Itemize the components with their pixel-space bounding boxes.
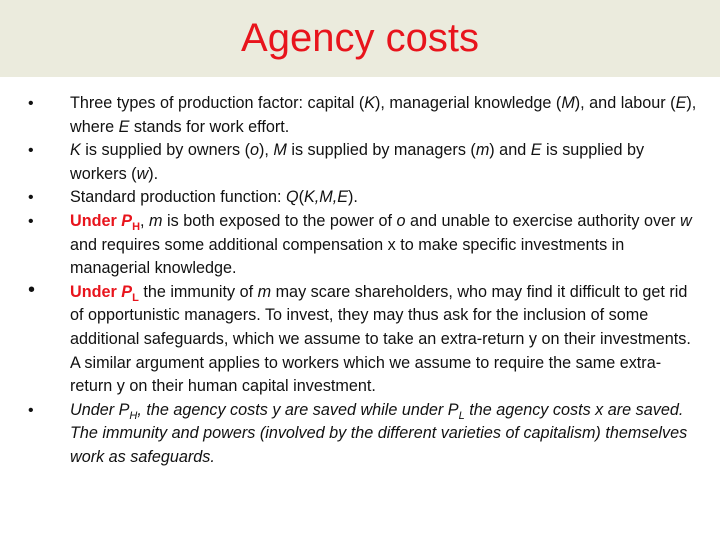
bullet-text-run: m (257, 282, 272, 301)
bullet-text-run: o (396, 211, 406, 230)
bullet-text-run: P (121, 211, 133, 230)
bullet-text-run: ), where (70, 94, 697, 136)
bullet-text-run: ( (298, 188, 304, 207)
bullet-text-run: E (118, 117, 130, 136)
bullet-text-run: and unable to exercise authority over (405, 211, 680, 230)
bullet-dot-icon: • (28, 401, 34, 419)
bullet-text-run: Standard production function: (70, 188, 286, 207)
bullet-dot-icon: • (28, 142, 34, 160)
bullet-text-run: ), (258, 141, 274, 160)
bullet-text-run: may scare shareholders, who may find it difficult to get rid of opportunistic managers. To invest, they may thus ask for the inclusion of some additional safeguards, which we assume to take an extra-return y on their investments. A similar argument applies to workers which we assume to require the same extra-return y on their human capital investment. (70, 282, 691, 396)
bullet-text-run: Under (70, 282, 122, 301)
bullet-text (70, 401, 687, 466)
bullet-text-run: Under P (70, 400, 130, 419)
bullet-text (70, 283, 691, 395)
bullet-text-run: w (679, 211, 692, 230)
bullet-text-run: L (132, 291, 139, 304)
bullet-dot-icon: • (28, 278, 36, 301)
bullet-text-run: is supplied by managers ( (286, 141, 476, 160)
bullet-text-run: stands for work effort. (129, 117, 290, 136)
bullet-text (70, 141, 644, 183)
bullet-text-run: K (70, 141, 81, 160)
bullet-text-run: Three types of production factor: capital ( (70, 94, 365, 112)
bullet-text-run: ), and labour ( (574, 94, 676, 112)
bullet-item (0, 186, 720, 210)
bullet-dot-icon: • (28, 189, 34, 207)
bullet-text (70, 94, 696, 136)
bullet-item (0, 399, 720, 470)
bullet-item (0, 278, 720, 399)
bullet-text-run: E (530, 141, 542, 160)
bullet-item (0, 139, 720, 186)
bullet-text-run: M (561, 94, 575, 112)
bullet-text-run: ). (148, 164, 159, 183)
bullet-text-run: and requires some additional compensation x to make specific investments in managerial knowledge. (70, 235, 625, 278)
bullet-text-run: L (458, 409, 465, 422)
bullet-text-run: P (121, 282, 133, 301)
bullet-text-run: o (249, 141, 259, 160)
bullet-item (0, 92, 720, 139)
bullet-text (70, 188, 358, 206)
bullet-text-run: K (364, 94, 376, 112)
bullet-dot-icon: • (28, 212, 34, 230)
bullet-text-run: , (140, 211, 150, 230)
bullet-text-run: is supplied by owners ( (80, 141, 250, 160)
bullet-text-run: , the agency costs y are saved while under P (137, 400, 459, 419)
bullet-text-run: Under (70, 211, 122, 230)
bullet-text (70, 212, 692, 277)
bullet-text-run: Q (285, 188, 299, 207)
bullet-text-run: H (132, 221, 141, 234)
bullet-text-run: ). (348, 188, 358, 207)
bullet-list (0, 92, 720, 470)
bullet-text-run: m (149, 211, 163, 230)
bullet-dot-icon: • (28, 95, 34, 112)
bullet-item (0, 210, 720, 281)
bullet-text-run: E (675, 94, 687, 112)
bullet-text-run: is supplied by workers ( (70, 141, 645, 183)
bullet-text-run: ) and (489, 141, 531, 160)
bullet-text-run: K,M,E (303, 188, 349, 207)
slide-title: Agency costs (241, 16, 479, 60)
bullet-text-run: the immunity of (138, 282, 258, 301)
bullet-text-run: the agency costs x are saved. The immunity and powers (involved by the different varieties of capitalism) themselves work as safeguards. (70, 400, 688, 466)
bullet-text-run: ), managerial knowledge ( (375, 94, 562, 112)
bullet-text-run: m (475, 141, 490, 160)
bullet-text-run: H (129, 409, 138, 422)
bullet-text-run: is both exposed to the power of (162, 211, 397, 230)
bullet-text-run: M (273, 141, 287, 160)
bullet-text-run: w (136, 164, 149, 183)
